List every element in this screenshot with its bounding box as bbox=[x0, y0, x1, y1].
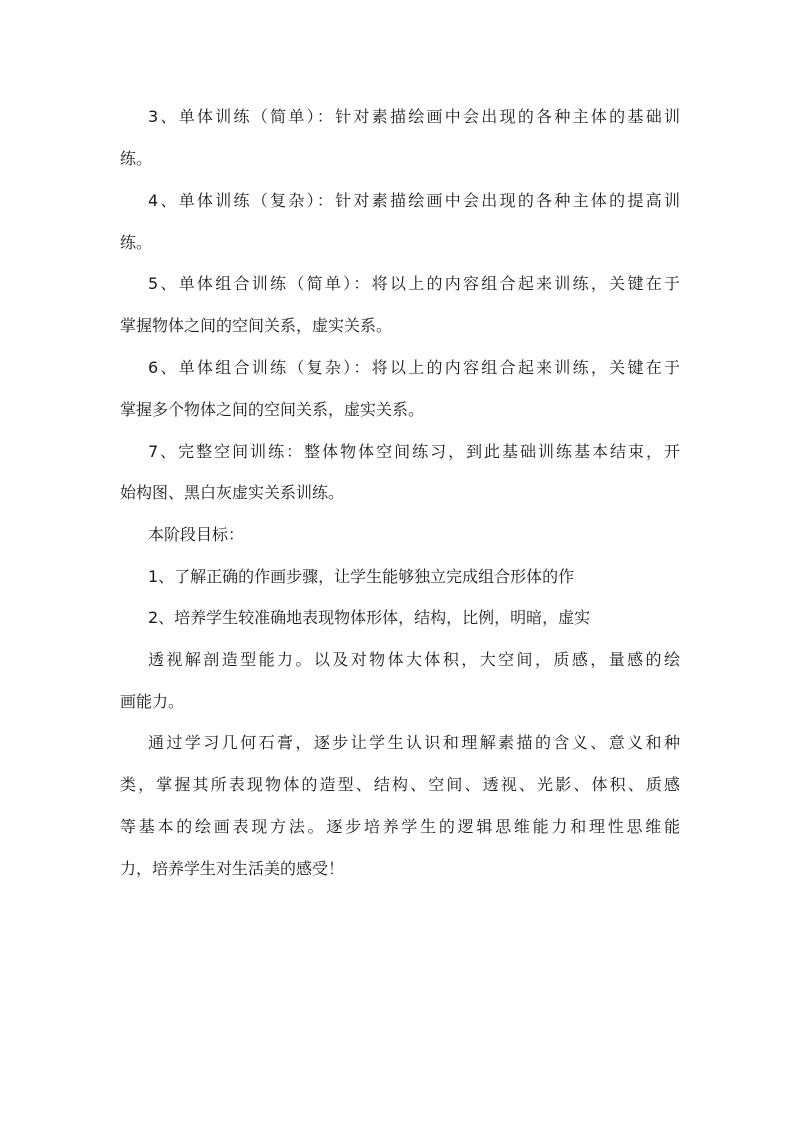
text-line: 等基本的绘画表现方法。逐步培养学生的逻辑思维能力和理性思维能 bbox=[120, 817, 680, 836]
text-line: 画能力。 bbox=[120, 692, 185, 711]
text-line: 6、单体组合训练（复杂）：将以上的内容组合起来训练，关键在于 bbox=[148, 358, 680, 377]
text-line: 掌握物体之间的空间关系，虚实关系。 bbox=[120, 316, 393, 335]
section-heading: 本阶段目标： bbox=[148, 525, 245, 544]
text-line: 透视解剖造型能力。以及对物体大体积，大空间，质感，量感的绘 bbox=[148, 650, 680, 669]
text-line: 通过学习几何石膏，逐步让学生认识和理解素描的含义、意义和种 bbox=[148, 733, 680, 752]
text-line: 掌握多个物体之间的空间关系，虚实关系。 bbox=[120, 400, 425, 419]
text-line: 练。 bbox=[120, 233, 153, 252]
text-line: 练。 bbox=[120, 149, 153, 168]
text-line: 4、单体训练（复杂）：针对素描绘画中会出现的各种主体的提高训 bbox=[148, 191, 680, 210]
text-line: 5、单体组合训练（简单）：将以上的内容组合起来训练，关键在于 bbox=[148, 274, 680, 293]
text-line: 2、培养学生较准确地表现物体形体，结构，比例，明暗，虚实 bbox=[148, 608, 591, 627]
text-line: 类，掌握其所表现物体的造型、结构、空间、透视、光影、体积、质感 bbox=[120, 775, 680, 794]
text-line: 3、单体训练（简单）：针对素描绘画中会出现的各种主体的基础训 bbox=[148, 107, 680, 126]
text-line: 始构图、黑白灰虚实关系训练。 bbox=[120, 483, 345, 502]
text-line: 7、完整空间训练：整体物体空间练习，到此基础训练基本结束，开 bbox=[148, 442, 680, 461]
text-line: 力，培养学生对生活美的感受！ bbox=[120, 859, 345, 878]
text-line: 1、了解正确的作画步骤，让学生能够独立完成组合形体的作 bbox=[148, 567, 575, 586]
